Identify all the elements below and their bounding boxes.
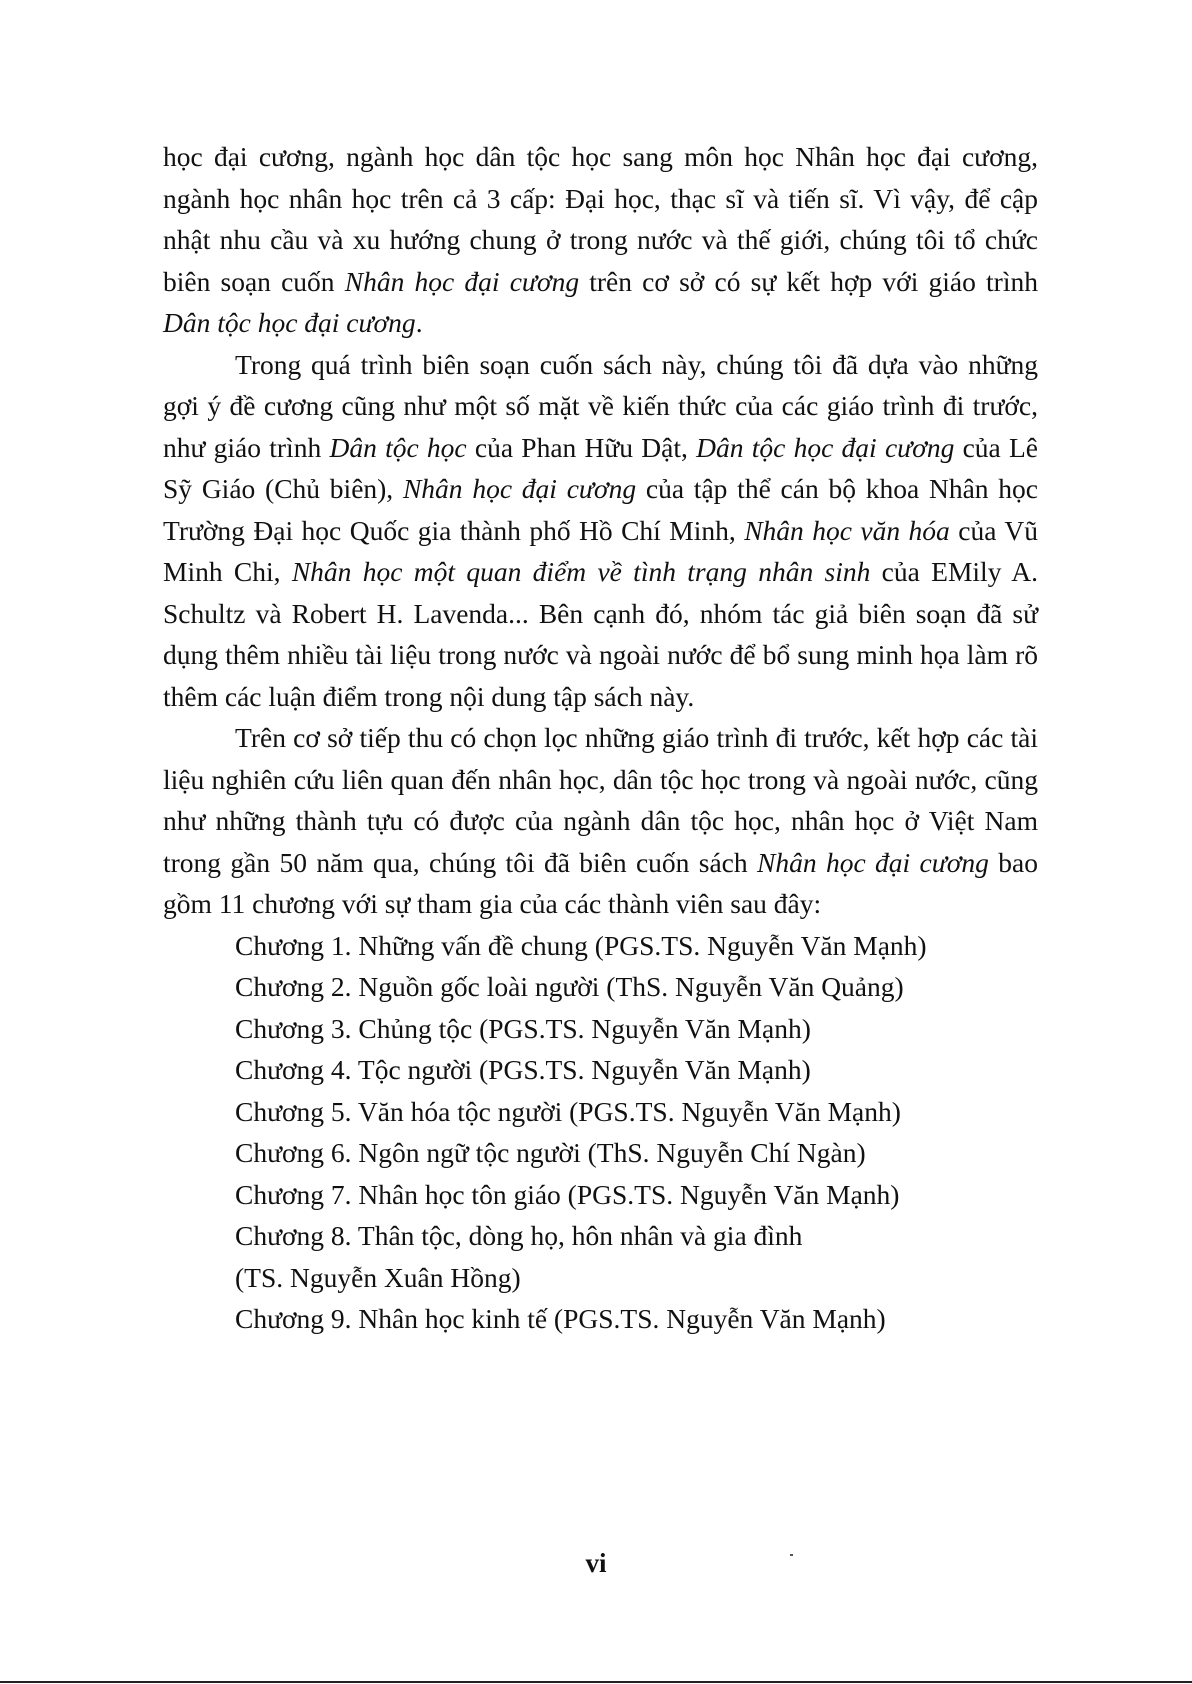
paragraph [163,136,1038,344]
italic-title: Nhân học đại cương [757,846,989,878]
scan-speck [790,1554,793,1556]
italic-title: Nhân học đại cương [344,265,580,297]
text-run: của Vũ Minh Chi, [163,514,1038,587]
paragraph [163,344,1038,718]
text-run: Trong quá trình biên soạn cuốn sách này, chúng tôi đã dựa vào những gợi ý đề cương cũng như một số mặt về kiến thức của các giáo trình đi trước, như giáo trình [163,348,1038,463]
italic-title: Nhân học một quan điểm về tình trạng nhân sinh [291,556,871,587]
italic-title: Nhân học văn hóa [744,514,950,546]
chapter-list-item: Chương 2. Nguồn gốc loài người (ThS. Nguyễn Văn Quảng) [235,971,904,1002]
text-run: của Phan Hữu Dật, [466,431,697,463]
chapter-list-item: Chương 3. Chủng tộc (PGS.TS. Nguyễn Văn Mạnh) [235,1012,811,1044]
chapter-list-item: Chương 5. Văn hóa tộc người (PGS.TS. Nguyễn Văn Mạnh) [235,1095,901,1127]
chapter-list-item: Chương 7. Nhân học tôn giáo (PGS.TS. Nguyễn Văn Mạnh) [235,1178,900,1210]
body-text [163,136,1038,1340]
text-run: học đại cương, ngành học dân tộc học sang môn học Nhân học đại cương, ngành học nhân học trên cả 3 cấp: Đại học, thạc sĩ và tiến sĩ. Vì vậy, để cập nhật nhu cầu và xu hướng chung ở trong nước và thế giới, chúng tôi tổ chức biên soạn cuốn [163,141,1038,297]
text-run: trên cơ sở có sự kết hợp với giáo trình [579,265,1038,297]
text-run: của EMily A. Schultz và Robert H. Lavenda... Bên cạnh đó, nhóm tác giả biên soạn đã sử dụng thêm nhiều tài liệu trong nước và ngoài nước để bổ sung minh họa làm rõ thêm các luận điểm trong nội dung tập sách này. [163,556,1038,712]
scan-edge-line [0,1681,1192,1683]
italic-title: Nhân học đại cương [402,473,637,504]
chapter-list-item: Chương 1. Những vấn đề chung (PGS.TS. Nguyễn Văn Mạnh) [235,929,927,961]
chapter-list [163,925,1038,1340]
text-run: Trên cơ sở tiếp thu có chọn lọc những giáo trình đi trước, kết hợp các tài liệu nghiên cứu liên quan đến nhân học, dân tộc học trong và ngoài nước, cũng như những thành tựu có được của ngành dân tộc học, nhân học ở Việt Nam trong gần 50 năm qua, chúng tôi đã biên cuốn sách [163,722,1038,878]
italic-title: Dân tộc học đại cương [163,307,416,338]
chapter-list-item: Chương 4. Tộc người (PGS.TS. Nguyễn Văn Mạnh) [235,1054,811,1085]
paragraph-container [163,136,1038,925]
chapter-list-item: Chương 9. Nhân học kinh tế (PGS.TS. Nguyễn Văn Mạnh) [235,1303,886,1334]
text-run: của Lê Sỹ Giáo (Chủ biên), [163,431,1038,504]
page-number: vi [585,1548,607,1578]
text-run: bao gồm 11 chương với sự tham gia của các thành viên sau đây: [163,846,1038,919]
chapter-list-item: Chương 6. Ngôn ngữ tộc người (ThS. Nguyễn Chí Ngàn) [235,1137,866,1168]
text-run: . [415,307,423,338]
italic-title: Dân tộc học [329,431,467,463]
italic-title: Dân tộc học đại cương [696,431,955,463]
text-run: của tập thể cán bộ khoa Nhân học Trường Đại học Quốc gia thành phố Hồ Chí Minh, [163,473,1039,546]
chapter-list-item: Chương 8. Thân tộc, dòng họ, hôn nhân và gia đình [235,1220,803,1251]
paragraph [163,717,1038,925]
chapter-list-item: (TS. Nguyễn Xuân Hồng) [235,1261,521,1293]
